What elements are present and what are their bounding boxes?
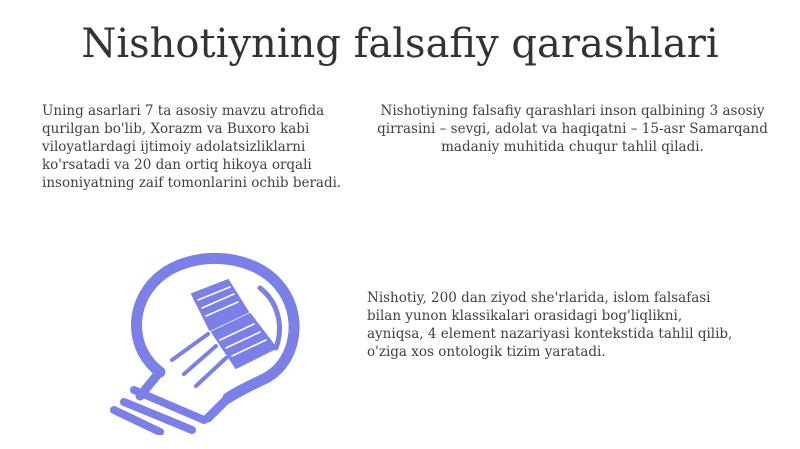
paragraph-themes: Uning asarlari 7 ta asosiy mavzu atrofida qurilgan bo'lib, Xorazm va Buxoro kabi viloyatlardagi ijtimoiy adolatsizliklarni ko'rsatadi va 20 dan ortiq hikoya orqali insoniyatning zaif tomonlarini ochib beradi. <box>42 103 342 191</box>
slide-title: Nishotiyning falsafiy qarashlari <box>81 21 719 67</box>
paragraph-philosophy: Nishotiyning falsafiy qarashlari inson qalbining 3 asosiy qirrasini – sevgi, adolat va haqiqatni – 15-asr Samarqand madaniy muhitida chuqur tahlil qiladi. <box>377 103 768 155</box>
paragraph-ontology: Nishotiy, 200 dan ziyod she'rlarida, islom falsafasi bilan yunon klassikalari orasidagi bog'liqlikni, ayniqsa, 4 element nazariyasi kontekstida tahlil qilib, o'ziga xos ontologik tizim yaratadi. <box>367 290 733 360</box>
lightbulb-book-icon <box>100 250 315 435</box>
